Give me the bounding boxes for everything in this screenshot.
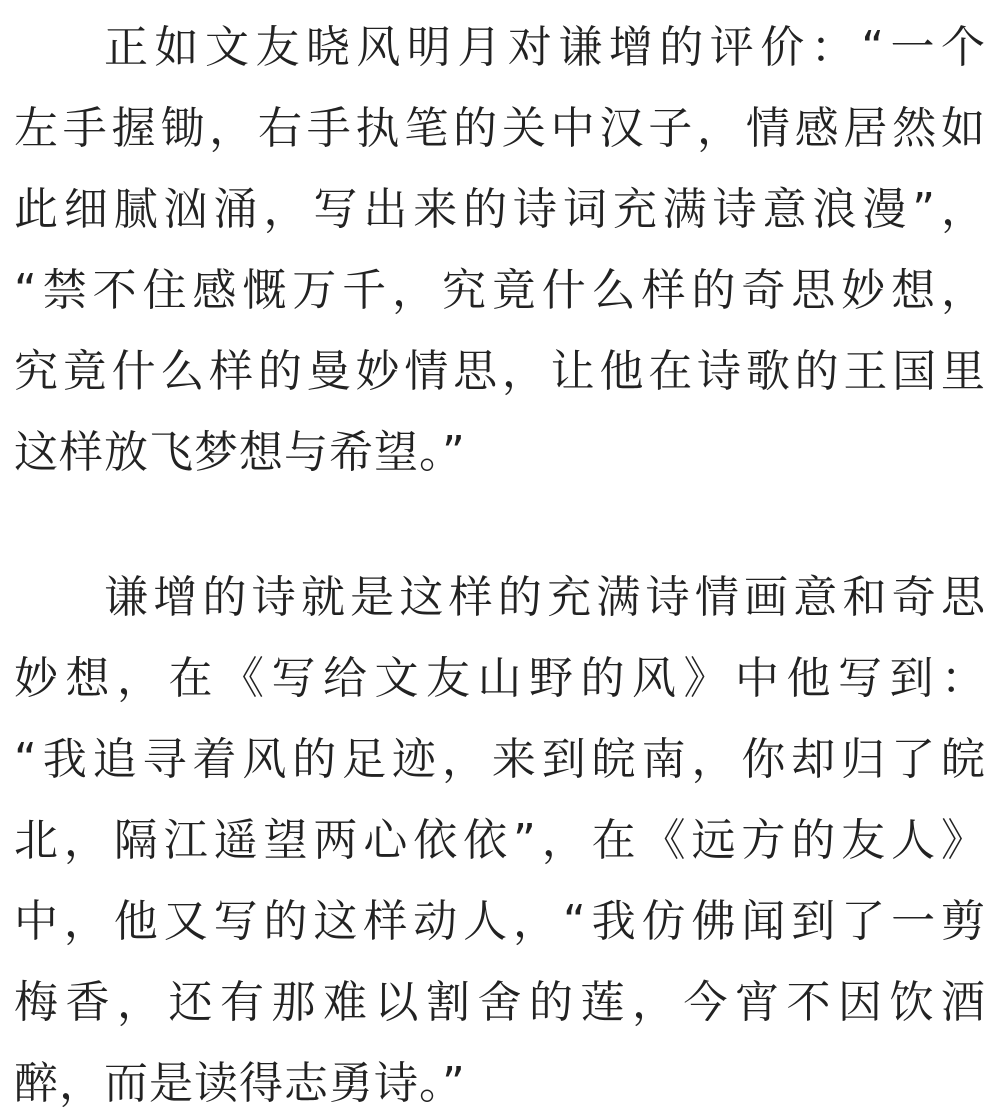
text-line: 谦增的诗就是这样的充满诗情画意和奇思 <box>104 572 986 623</box>
text-line: “禁不住感慨万千，究竟什么样的奇思妙想， <box>14 265 986 316</box>
text-line: 此细腻汹涌，写出来的诗词充满诗意浪漫”， <box>14 184 986 235</box>
text-line: 这样放飞梦想与希望。” <box>14 427 466 478</box>
text-line: “我追寻着风的足迹，来到皖南，你却归了皖 <box>14 734 986 785</box>
text-line: 北，隔江遥望两心依依”，在《远方的友人》 <box>14 815 986 866</box>
text-line: 妙想，在《写给文友山野的风》中他写到： <box>14 653 986 704</box>
text-line: 醉，而是读得志勇诗。” <box>14 1058 466 1109</box>
text-line: 左手握锄，右手执笔的关中汉子，情感居然如 <box>14 103 986 154</box>
text-line: 梅香，还有那难以割舍的莲，今宵不因饮酒 <box>14 977 986 1028</box>
text-line: 中，他又写的这样动人，“我仿佛闻到了一剪 <box>14 896 986 947</box>
text-line: 究竟什么样的曼妙情思，让他在诗歌的王国里 <box>14 346 986 397</box>
text-line: 正如文友晓风明月对谦增的评价：“一个 <box>104 22 986 73</box>
